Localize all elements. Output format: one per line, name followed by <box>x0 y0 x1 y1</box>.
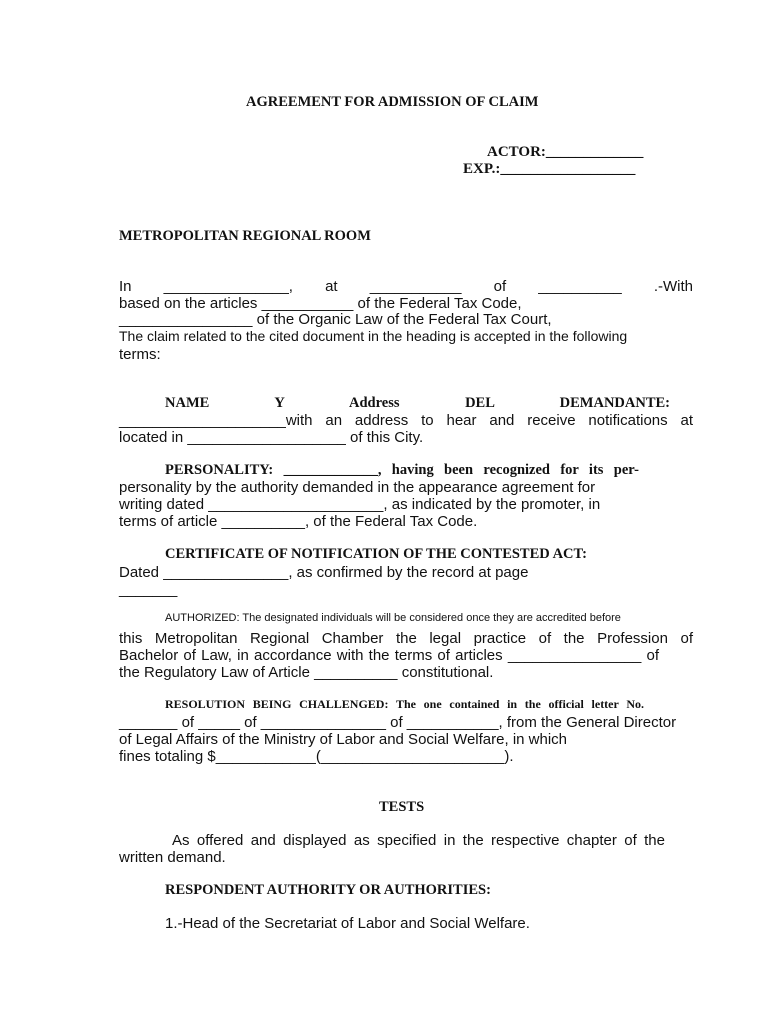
room-heading: METROPOLITAN REGIONAL ROOM <box>119 228 371 244</box>
tests-line-1: As offered and displayed as specified in the respective chapter of the <box>172 832 665 849</box>
name-line-1: ____________________with an address to hear and receive notifications at <box>119 412 693 429</box>
name-line-2: located in ___________________ of this City. <box>119 429 424 446</box>
personality-line-2: personality by the authority demanded in the appearance agreement for <box>119 479 596 496</box>
intro-line-3: ________________ of the Organic Law of the Federal Tax Court, <box>119 311 552 328</box>
resolution-line-4: fines totaling $____________(______________________). <box>119 748 514 765</box>
actor-field: ACTOR:_____________ <box>487 144 644 160</box>
resolution-line-2: _______ of _____ of _______________ of ___________, from the General Director <box>119 714 677 731</box>
personality-line-4: terms of article __________, of the Federal Tax Code. <box>119 513 478 530</box>
intro-line-4: The claim related to the cited document in the heading is accepted in the following <box>119 328 628 344</box>
authorized-line-3: Bachelor of Law, in accordance with the terms of articles ________________ of <box>119 647 659 664</box>
respondent-item-1: 1.-Head of the Secretariat of Labor and Social Welfare. <box>165 915 530 932</box>
certificate-line-2: _______ <box>119 581 178 598</box>
resolution-line-1: RESOLUTION BEING CHALLENGED: The one contained in the official letter No. <box>165 697 644 711</box>
certificate-line-1: Dated _______________, as confirmed by the record at page <box>119 564 529 581</box>
respondent-heading: RESPONDENT AUTHORITY OR AUTHORITIES: <box>165 882 491 898</box>
intro-line-1: In _______________, at ___________ of __________ .-With <box>119 278 693 295</box>
intro-line-5: terms: <box>119 346 161 363</box>
personality-line-3: writing dated _____________________, as indicated by the promoter, in <box>119 496 601 513</box>
document-title: AGREEMENT FOR ADMISSION OF CLAIM <box>246 94 539 110</box>
exp-field: EXP.:__________________ <box>463 161 636 177</box>
authorized-line-1: AUTHORIZED: The designated individuals will be considered once they are accredited before <box>165 612 621 624</box>
name-address-heading: NAME Y Address DEL DEMANDANTE: <box>165 395 670 411</box>
tests-heading: TESTS <box>379 799 425 815</box>
resolution-line-3: of Legal Affairs of the Ministry of Labor and Social Welfare, in which <box>119 731 568 748</box>
tests-line-2: written demand. <box>119 849 226 866</box>
authorized-line-2: this Metropolitan Regional Chamber the legal practice of the Profession of <box>119 630 693 647</box>
personality-line-1: PERSONALITY: _____________, having been recognized for its per- <box>165 462 639 478</box>
intro-line-2: based on the articles ___________ of the Federal Tax Code, <box>119 295 522 312</box>
authorized-line-4: the Regulatory Law of Article __________ constitutional. <box>119 664 494 681</box>
certificate-heading: CERTIFICATE OF NOTIFICATION OF THE CONTESTED ACT: <box>165 546 587 562</box>
